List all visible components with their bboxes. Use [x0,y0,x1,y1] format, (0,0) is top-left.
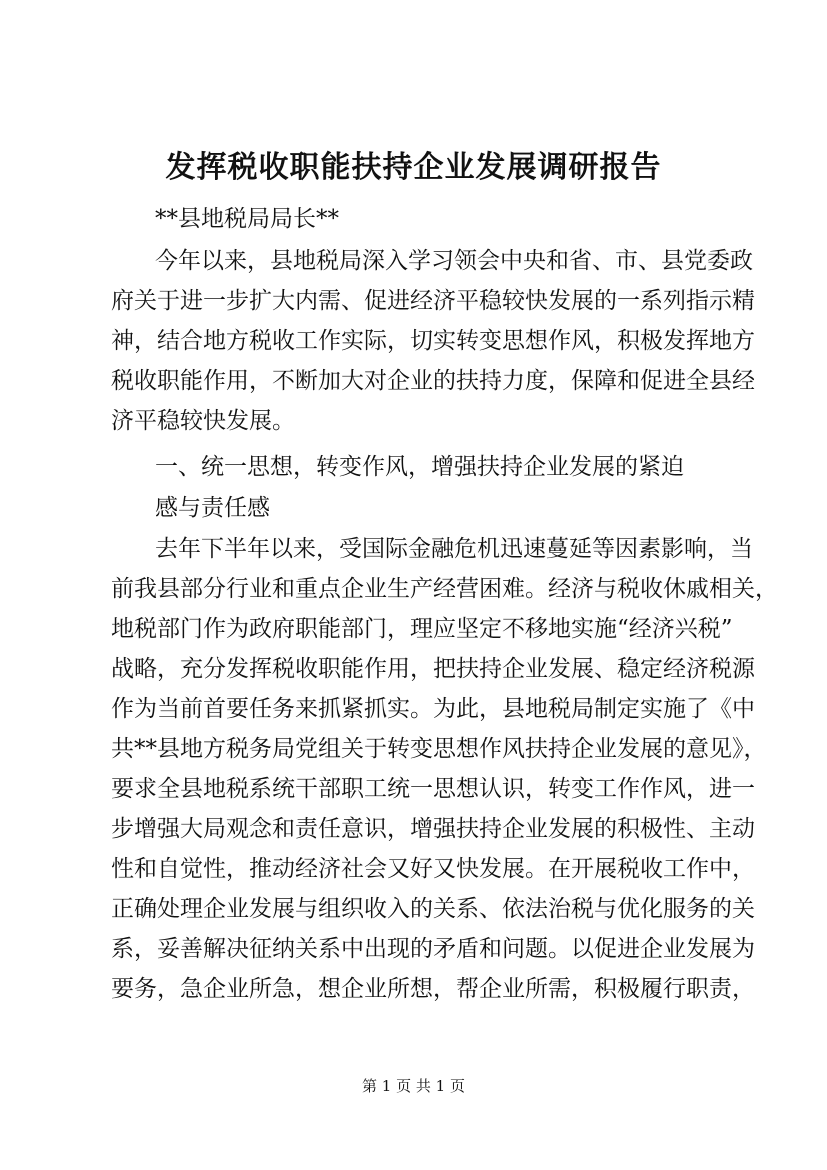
body-line: 正确处理企业发展与组织收入的关系、依法治税与优化服务的关 [111,896,755,922]
document-title: 发挥税收职能扶持企业发展调研报告 [165,150,662,185]
body-line: 步增强大局观念和责任意识，增强扶持企业发展的积极性、主动 [111,816,755,842]
body-line: 性和自觉性，推动经济社会又好又快发展。在开展税收工作中， [111,856,755,882]
page-number-footer: 第 1 页 共 1 页 [362,1077,465,1095]
section-heading-line: 一、统一思想，转变作风，增强扶持企业发展的紧迫 [155,454,684,480]
body-line: 神，结合地方税收工作实际，切实转变思想作风，积极发挥地方 [111,328,755,354]
body-line: 府关于进一步扩大内需、促进经济平稳较快发展的一系列指示精 [111,288,755,314]
body-line: 前我县部分行业和重点企业生产经营困难。经济与税收休戚相关， [111,576,778,602]
body-line: 作为当前首要任务来抓紧抓实。为此，县地税局制定实施了《中 [111,696,755,722]
body-line: 今年以来，县地税局深入学习领会中央和省、市、县党委政 [155,248,753,274]
body-line: 济平稳较快发展。 [111,408,295,434]
body-line: 地税部门作为政府职能部门，理应坚定不移地实施“经济兴税” [111,616,733,642]
body-line: 要务，急企业所急，想企业所想，帮企业所需，积极履行职责， [111,976,755,1002]
body-line: 去年下半年以来，受国际金融危机迅速蔓延等因素影响，当 [155,536,753,562]
body-line: 要求全县地税系统干部职工统一思想认识，转变工作作风，进一 [111,776,755,802]
body-line: 系，妥善解决征纳关系中出现的矛盾和问题。以促进企业发展为 [111,936,755,962]
body-line: 战略，充分发挥税收职能作用，把扶持企业发展、稳定经济税源 [111,656,755,682]
body-line: 税收职能作用，不断加大对企业的扶持力度，保障和促进全县经 [111,368,755,394]
author-line: **县地税局局长** [155,206,339,232]
section-heading-line: 感与责任感 [155,495,270,521]
body-line: 共**县地方税务局党组关于转变思想作风扶持企业发展的意见》， [111,736,767,762]
